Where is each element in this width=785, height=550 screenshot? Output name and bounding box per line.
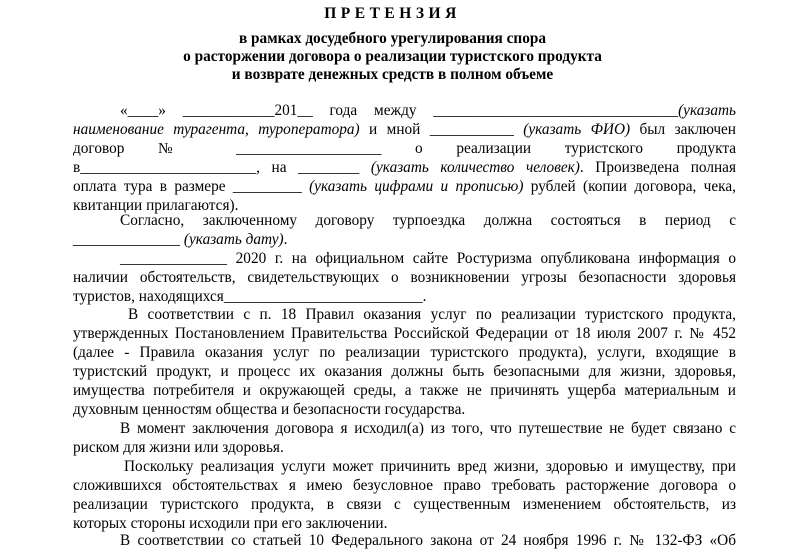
para6-line1: Поскольку реализация услуги может причинить вред жизни, здоровью и имуществу, при: [124, 458, 736, 475]
para4-line6: духовным ценностям общества и безопасности государства.: [73, 401, 466, 418]
para4-line5: имущества потребителя и окружающей среды, а также не причинять ущерба материальным и: [73, 382, 736, 399]
para4-line2: утвержденных Постановлением Правительства Российской Федерации от 18 июля 2007 г. № 452: [73, 325, 736, 342]
para1-line6: квитанции прилагаются).: [73, 197, 239, 214]
para2-line2: ______________ (указать дату).: [73, 231, 288, 248]
subtitle-line-3: и возврате денежных средств в полном объеме: [231, 66, 554, 83]
para1-line2: наименование турагента, туроператора) и мной ___________ (указать ФИО) был заключен: [73, 121, 736, 138]
para3-line2: наличии обстоятельств, свидетельствующих о возникновении угрозы безопасности здоровья: [73, 269, 736, 286]
para2-line1: Согласно, заключенному договору турпоездка должна состояться в период с: [120, 212, 736, 229]
para3-line1: ______________ 2020 г. на официальном сайте Ростуризма опубликована информация о: [120, 250, 736, 267]
para5-line2: риском для жизни или здоровья.: [73, 439, 284, 456]
para5-line1: В момент заключения договора я исходил(а) из того, что путешествие не будет связано с: [120, 420, 736, 437]
para1-line4: в_______________________, на ________ (указать количество человек). Произведена полная: [73, 159, 736, 176]
para4-line4: туристский продукт, и процесс их оказания должны быть безопасными для жизни, здоровья,: [73, 363, 736, 380]
para1-line5: оплата тура в размере _________ (указать цифрами и прописью) рублей (копии договора, чека,: [73, 178, 736, 195]
para6-line4: которых стороны исходили при его заключении.: [73, 515, 388, 532]
document-title: ПРЕТЕНЗИЯ: [324, 5, 461, 22]
para4-line3: (далее - Правила оказания услуг по реализации туристского продукта), услуги, входящие в: [73, 344, 736, 361]
para3-line3: туристов, находящихся__________________________.: [73, 288, 427, 305]
para6-line3: реализации туристского продукта, в связи с существенным изменением обстоятельств, из: [73, 496, 736, 513]
para7-line1: В соответствии со статьей 10 Федерального закона от 24 ноября 1996 г. № 132-ФЗ «Об: [120, 532, 736, 549]
subtitle-line-2: о расторжении договора о реализации туристского продукта: [183, 48, 602, 65]
para6-line2: сложившихся обстоятельствах я имею безусловное право требовать расторжение договора о: [73, 477, 736, 494]
para1-line1: «____» ____________201__ года между ________________________________(указать: [120, 102, 736, 119]
para4-line1: В соответствии с п. 18 Правил оказания услуг по реализации туристского продукта,: [128, 306, 736, 323]
subtitle-line-1: в рамках досудебного урегулирования спора: [238, 30, 547, 47]
para1-line3: договор № ___________________ о реализации туристского продукта: [73, 140, 736, 157]
